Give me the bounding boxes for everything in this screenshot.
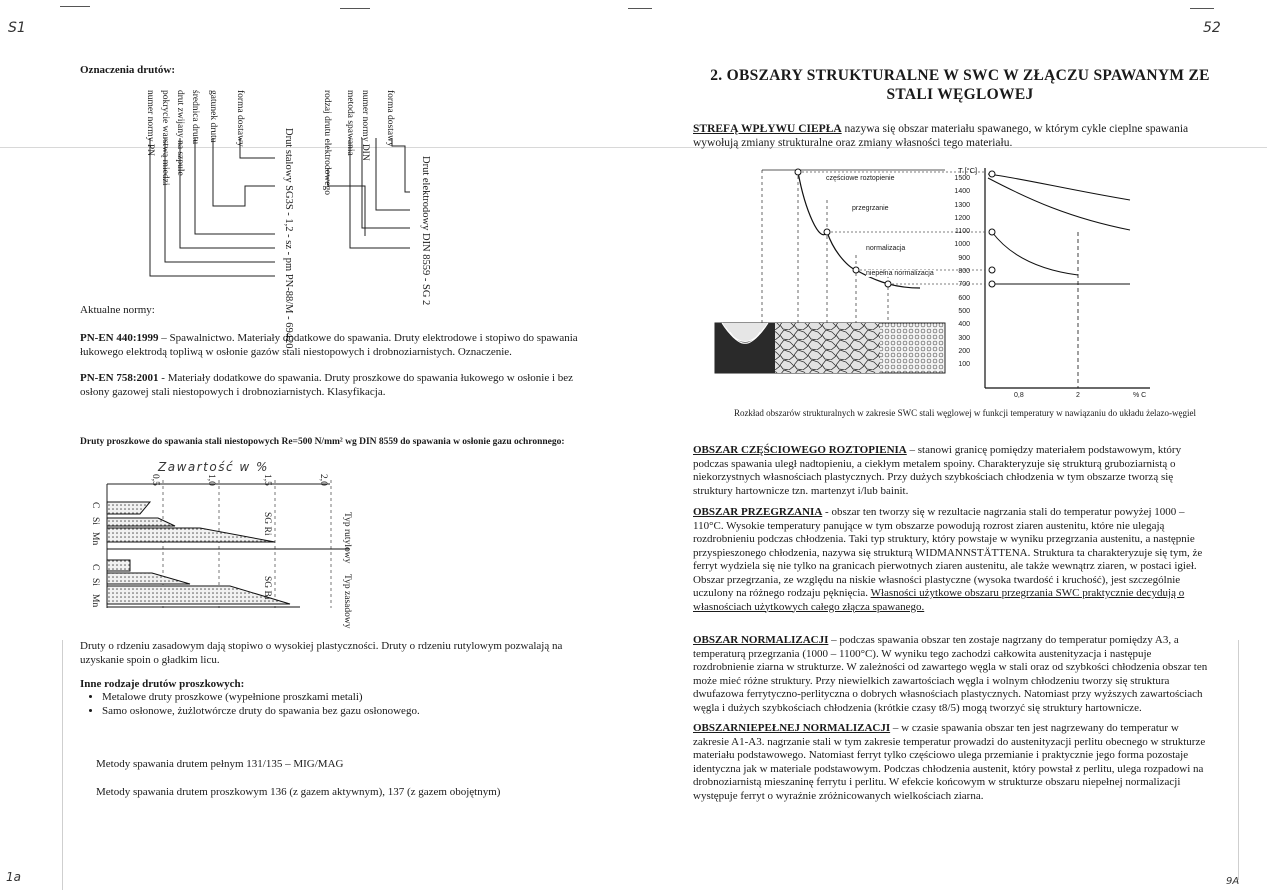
- zone-label: częściowe roztopienie: [826, 175, 895, 182]
- core-type-label: Typ zasadowy: [342, 574, 352, 629]
- x-tick: 0,8: [1014, 392, 1024, 399]
- temperature-tick-labels: [950, 172, 970, 371]
- zone-text: - obszar ten tworzy się w rezultacie nagrzania stali do temperatur powyżej 1000 – 110°C. Wysokie temperatury panujące w tym obszarze powodują rozrost ziaren austenitu, które nie ulegają rozdrobnieniu podczas chłodzenia. Taki typ struktury, który powstaje w wyniku przegrzania austenitu, a następnie przyspieszonego chłodzenia, nazywa się strukturą WIDMANNSTÄTTENA. Struktura ta charakteryzuje się tym, że ferryt wydziela się nie tylko na granicach pierwotnych ziaren austenitu, ale także wewnątrz ziaren, w postaci igieł. Obszar przegrzania, ze względu na niskie własności plastyczne (wysoka twardość i kruchość), jest szczególnie uczulony na różnego rodzaju pęknięcia.: [693, 506, 1203, 599]
- zone-label: normalizacja: [866, 245, 906, 252]
- zone-section-overheating: [693, 506, 1213, 614]
- axis-tick-label: 0,5: [150, 474, 160, 486]
- core-types-paragraph: Druty o rdzeniu zasadowym dają stopiwo o wysokiej plastyczności. Druty o rdzeniu rutylowym pozwalają na uzyskanie spoin o gładkim licu.: [80, 640, 563, 666]
- zone-text-emphasis: Własności użytkowe obszaru przegrzania SWC praktycznie decydują o własnościach użytkowych całego złącza spawanego.: [693, 587, 1185, 613]
- designation-label: pokrycie warstwą miedzi: [160, 90, 170, 186]
- designation-label: forma dostawy: [385, 90, 395, 147]
- norm-paragraph-1: [80, 332, 590, 359]
- temperature-tick: 800: [958, 268, 970, 276]
- element-label: Si: [90, 517, 100, 525]
- zone-section-partial-melting: [693, 444, 1213, 498]
- temperature-tick: 1200: [954, 214, 970, 222]
- temperature-tick: 1100: [954, 228, 970, 236]
- zone-term: OBSZARNIEPEŁNEJ NORMALIZACJI: [693, 722, 891, 734]
- x-unit: % C: [1133, 392, 1147, 399]
- temperature-tick: 1500: [954, 175, 970, 182]
- designation-label: średnica drutu: [190, 90, 200, 145]
- list-item: • Metalowe druty proszkowe (wypełnione proszkami metali): [102, 690, 582, 704]
- scan-mark: [340, 8, 370, 9]
- zone-section-normalization: [693, 634, 1213, 715]
- designation-label: rodzaj drutu elektrodowego: [322, 90, 332, 195]
- element-label: C: [90, 502, 100, 509]
- temperature-tick: 600: [958, 294, 970, 302]
- zone-label: niepełna normalizacja: [866, 270, 934, 277]
- axis-tick-label: 2,0: [318, 474, 328, 486]
- zone-label: przegrzanie: [852, 205, 889, 212]
- norm-paragraph-2: [80, 372, 590, 399]
- page-mark-right-bottom: 9A: [1226, 876, 1240, 887]
- wire-grade-label: SG Ri: [262, 512, 272, 536]
- other-types-heading: Inne rodzaje drutów proszkowych:: [80, 678, 245, 690]
- zone-text: – w czasie spawania obszar ten jest nagrzewany do temperatur w zakresie A1-A3. nagrzanie stali w tym zakresie temperatur prowadzi do austenityzacji perlitu obecnego w strukturze materiału podstawowego. Natomiast ferryt tylko częściowo ulega przemianie i praktycznie jego forma pozostaje identyczna jak w materiale podstawowym. Podczas chłodzenia austenit, który powstał z perlitu, ulega rozpadowi na drobnoziarnistą mieszaninę ferrytu i perlitu. W efekcie końcowym w strukturze obszaru niepełnej normalizacji występuje ferryt o wyraźnie zróżnicowanych wielkościach ziarna.: [693, 722, 1206, 802]
- temperature-axis-label: T [°C]: [958, 166, 978, 175]
- zone-term: OBSZAR NORMALIZACJI: [693, 634, 829, 646]
- scan-mark: [60, 6, 90, 7]
- designation-label: numer normy PN: [145, 90, 155, 156]
- other-types-list: [74, 690, 582, 718]
- wire-designations-heading: Oznaczenia drutów:: [80, 64, 176, 76]
- norm-text: – Spawalnictwo. Materiały dodatkowe do spawania. Druty elektrodowe i stopiwo do spawania łukowego elektrodą topliwą w osłonie gazów stali niestopowych i drobnoziarnistych. Oznaczenie.: [80, 332, 578, 358]
- designation-label: numer normy DIN: [360, 90, 370, 161]
- temperature-tick: 1300: [954, 201, 970, 209]
- designation-label: gatunek drutu: [208, 90, 218, 143]
- zone-text: – stanowi granicę pomiędzy materiałem podstawowym, który podczas spawania uległ nadtopieniu, a ciekłym metalem spoiny. Charakteryzuje się strukturą gruboziarnistą o niekorzystnych własnościach plastycznych. Przy dużych szybkościach chłodzenia w tym obszarze tworzą się struktury hartownicze tzn. martenzyt i/lub bainit.: [693, 444, 1182, 497]
- page-number-left: S1: [8, 20, 26, 36]
- designation-label: metoda spawania: [345, 90, 355, 156]
- zone-term: OBSZAR PRZEGRZANIA: [693, 506, 823, 518]
- zone-term: OBSZAR CZĘŚCIOWEGO ROZTOPIENIA: [693, 444, 907, 456]
- temperature-tick: 500: [958, 307, 970, 315]
- wire-grade-label: SG Bi: [262, 576, 272, 600]
- core-type-label: Typ rutylowy: [342, 512, 352, 564]
- designation-label: drut zwijany na szpule: [175, 90, 185, 176]
- temperature-tick: 900: [958, 254, 970, 262]
- norm-code: PN-EN 440:1999: [80, 332, 159, 344]
- intro-paragraph: [693, 122, 1193, 150]
- scan-mark: [628, 8, 652, 9]
- element-label: Mn: [90, 532, 100, 546]
- page-number-right: 52: [1203, 20, 1221, 36]
- scan-mark: [1190, 8, 1214, 9]
- temperature-tick: 700: [958, 281, 970, 289]
- method-line: Metody spawania drutem proszkowym 136 (z gazem aktywnym), 137 (z gazem obojętnym): [96, 786, 501, 798]
- intro-term: STREFĄ WPŁYWU CIEPŁA: [693, 123, 842, 135]
- axis-tick-label: 1,0: [206, 474, 216, 486]
- axis-tick-label: 1,5: [262, 474, 272, 486]
- scan-line: [62, 640, 63, 890]
- temperature-tick: 1000: [954, 241, 970, 249]
- page-mark-left-bottom: 1a: [6, 870, 21, 884]
- temperature-tick: 1400: [954, 188, 970, 196]
- element-label: Mn: [90, 594, 100, 608]
- temperature-tick: 300: [958, 334, 970, 342]
- designation-label: forma dostawy: [235, 90, 245, 147]
- norms-heading: Aktualne normy:: [80, 304, 155, 316]
- x-tick: 2: [1076, 392, 1080, 399]
- haz-diagram: [710, 160, 1150, 400]
- norm-code: PN-EN 758:2001: [80, 372, 159, 384]
- wire-designation-title: Drut elektrodowy DIN 8559 - SG 2: [420, 156, 431, 306]
- figure-caption: Rozkład obszarów strukturalnych w zakresie SWC stali węglowej w funkcji temperatury w nawiązaniu do układu żelazo-węgiel: [733, 408, 1197, 418]
- flux-cored-heading: Druty proszkowe do spawania stali niestopowych Re=500 N/mm² wg DIN 8559 do spawania w osłonie gazu ochronnego:: [80, 437, 565, 447]
- temperature-tick: 200: [958, 347, 970, 355]
- scan-line: [1238, 640, 1239, 880]
- flux-cored-plot: [80, 476, 380, 611]
- element-label: C: [90, 564, 100, 571]
- list-item: • Samo osłonowe, żużlotwórcze druty do spawania bez gazu osłonowego.: [102, 704, 582, 718]
- zone-section-partial-normalization: [693, 722, 1213, 803]
- content-axis-title: Zawartość w %: [158, 460, 269, 474]
- temperature-tick: 400: [958, 321, 970, 329]
- temperature-tick: 100: [958, 361, 970, 369]
- method-line: Metody spawania drutem pełnym 131/135 – MIG/MAG: [96, 758, 344, 770]
- zone-text: – podczas spawania obszar ten zostaje nagrzany do temperatur pomiędzy A3, a temperaturą przegrzania (1000 – 1100°C). W wyniku tego zachodzi całkowita austenityzacja i następuje rozdrobnienie ziarna w strukturze. W zależności od zawartego węgla w stali oraz od szybkości chłodzenia obszar ten może mieć różne struktury. Przy niewielkich zawartościach węgla i wolnym chłodzeniu tworzy się struktura dwufazowa ferrytyczno-perlityczna o dobrych własnościach plastycznych. Natomiast przy wyższych zawartościach węgla i dużych szybkościach chłodzenia (krótkie czasy t8/5) mogą tworzyć się struktury hartownicze.: [693, 634, 1208, 714]
- element-label: Si: [90, 578, 100, 586]
- norm-text: - Materiały dodatkowe do spawania. Druty proszkowe do spawania łukowego w osłonie i bez osłony gazowej stali niestopowych i drobnoziarnistych. Klasyfikacja.: [80, 372, 574, 398]
- wire-designation-title: Drut stalowy SG3S - 1,2 - sz - pm PN-88/M - 69420: [283, 128, 294, 349]
- section-title: 2. OBSZARY STRUKTURALNE W SWC W ZŁĄCZU SPAWANYM ZE STALI WĘGLOWEJ: [710, 67, 1210, 103]
- intro-text: nazywa się obszar materiału spawanego, w którym cykle cieplne spawania wywołują zmiany strukturalne oraz zmiany własności tego materiału.: [693, 123, 1189, 149]
